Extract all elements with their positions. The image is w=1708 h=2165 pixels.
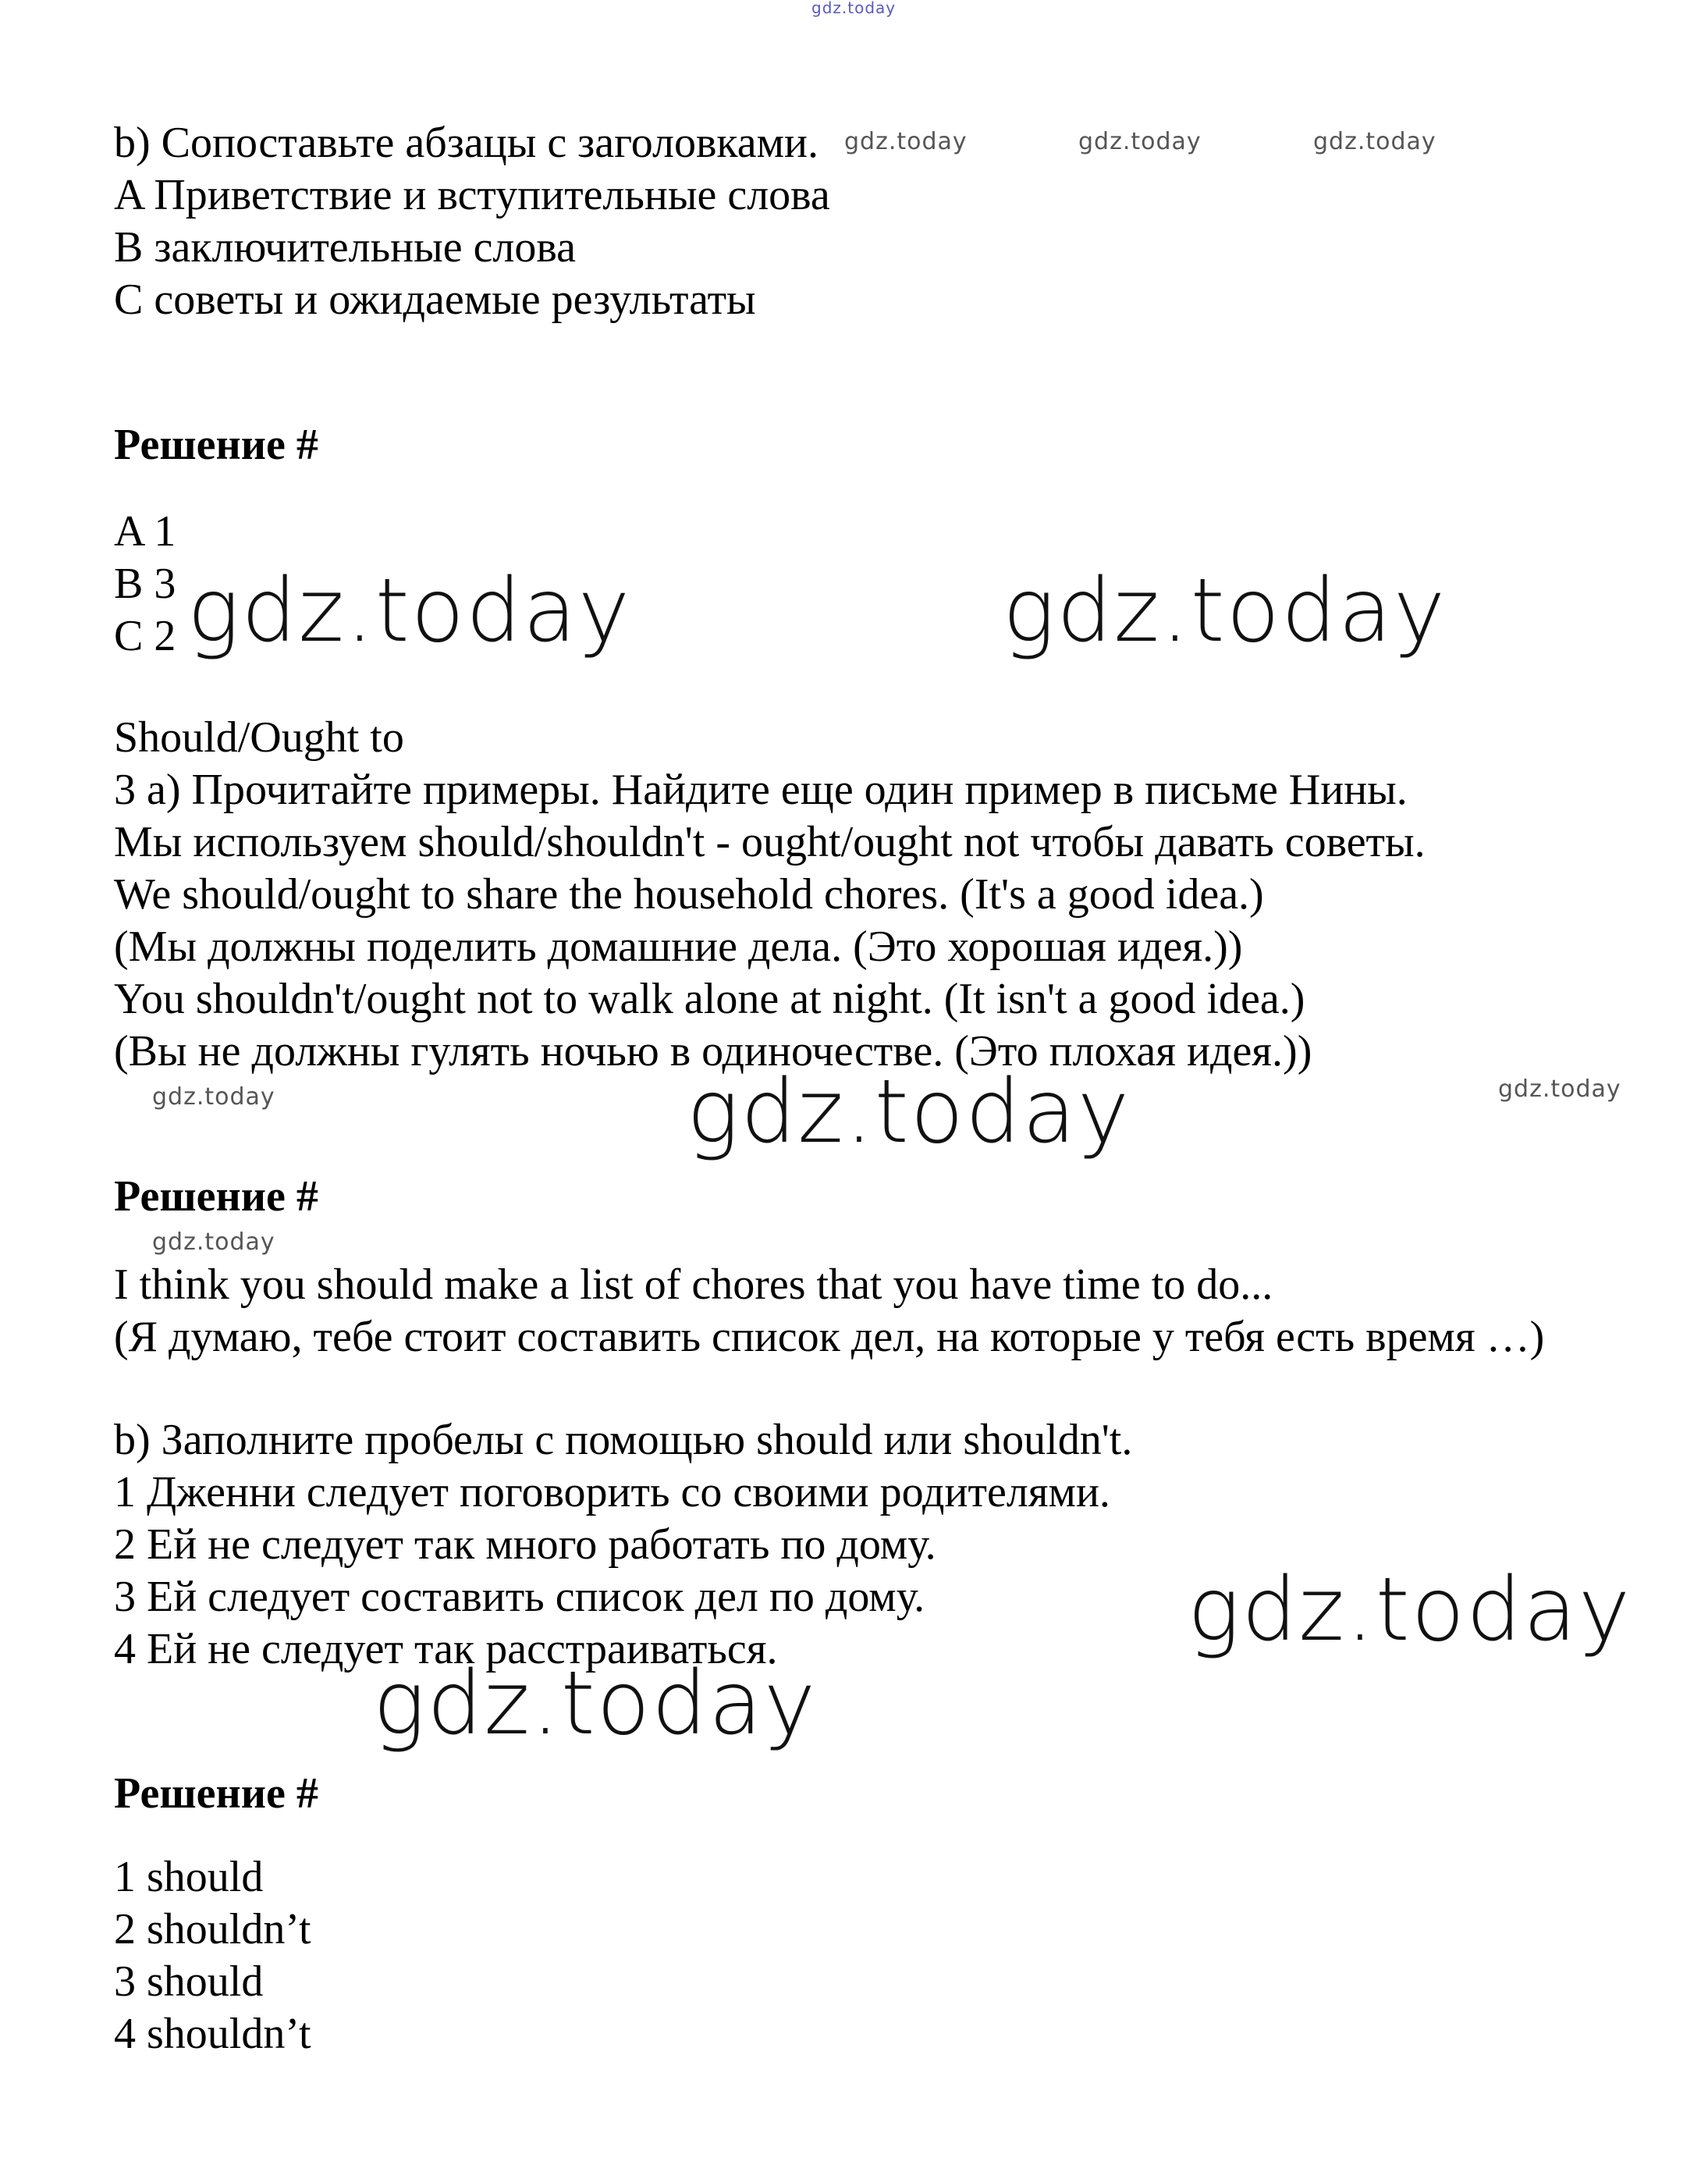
answer-line: 2 shouldn’t (114, 1905, 311, 1953)
watermark-small: gdz.today (152, 1228, 275, 1256)
answer-line: (Я думаю, тебе стоит составить список дел, на которые у тебя есть время …) (114, 1313, 1545, 1361)
watermark-top: gdz.today (811, 0, 897, 17)
watermark-large: gdz.today (687, 1061, 1131, 1163)
watermark-large: gdz.today (373, 1653, 818, 1754)
task-b2-item: 3 Ей следует составить список дел по дому. (114, 1573, 925, 1621)
grammar-line: You shouldn't/ought not to walk alone at night. (It isn't a good idea.) (114, 975, 1305, 1023)
task-b2-item: 4 Ей не следует так расстраиваться. (114, 1625, 778, 1673)
task-b-title: b) Сопоставьте абзацы с заголовками. (114, 119, 818, 167)
answer-line: C 2 (114, 612, 176, 660)
solution-heading: Решение # (114, 421, 318, 469)
watermark-large: gdz.today (1188, 1559, 1632, 1661)
grammar-heading: Should/Ought to (114, 713, 404, 762)
watermark-small: gdz.today (1313, 128, 1436, 155)
answer-line: B 3 (114, 560, 176, 608)
task-b2-item: 2 Ей не следует так много работать по дому. (114, 1520, 936, 1569)
grammar-line: (Мы должны поделить домашние дела. (Это хорошая идея.)) (114, 923, 1243, 971)
solution-heading: Решение # (114, 1172, 318, 1221)
grammar-line: We should/ought to share the household chores. (It's a good idea.) (114, 870, 1264, 919)
watermark-large: gdz.today (1003, 560, 1447, 662)
answer-line: 3 should (114, 1957, 264, 2006)
watermark-small: gdz.today (844, 128, 968, 155)
answer-line: 1 should (114, 1853, 264, 1901)
grammar-line: Мы используем should/shouldn't - ought/ought not чтобы давать советы. (114, 818, 1426, 866)
answer-line: A 1 (114, 507, 176, 556)
watermark-small: gdz.today (1078, 128, 1202, 155)
task-b2-title: b) Заполните пробелы с помощью should или shouldn't. (114, 1416, 1133, 1464)
solution-heading: Решение # (114, 1769, 318, 1818)
answer-line: 4 shouldn’t (114, 2010, 311, 2058)
grammar-line: (Вы не должны гулять ночью в одиночестве. (Это плохая идея.)) (114, 1027, 1312, 1075)
watermark-small: gdz.today (1498, 1075, 1621, 1103)
task-b-item: B заключительные слова (114, 223, 576, 272)
grammar-line: 3 a) Прочитайте примеры. Найдите еще один пример в письме Нины. (114, 766, 1408, 814)
watermark-small: gdz.today (152, 1083, 275, 1111)
task-b2-item: 1 Дженни следует поговорить со своими родителями. (114, 1468, 1110, 1516)
task-b-item: A Приветствие и вступительные слова (114, 171, 830, 219)
task-b-item: C советы и ожидаемые результаты (114, 276, 756, 324)
answer-line: I think you should make a list of chores that you have time to do... (114, 1260, 1273, 1309)
watermark-large: gdz.today (187, 560, 632, 662)
